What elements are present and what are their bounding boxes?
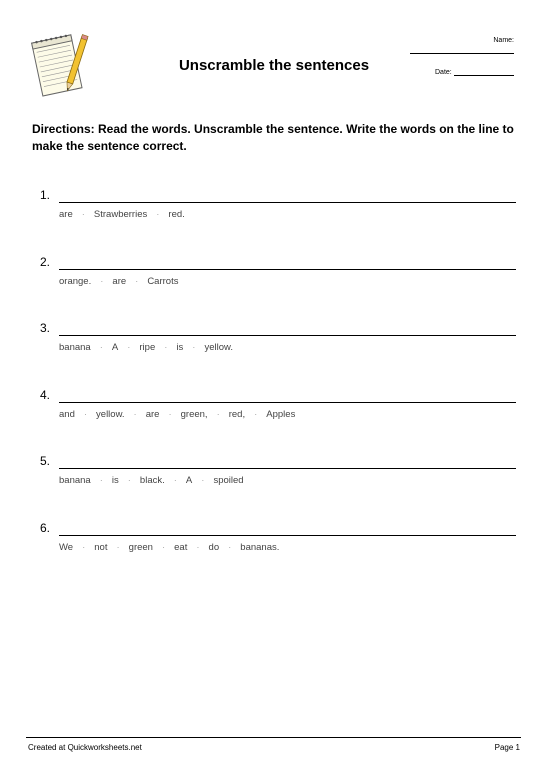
scrambled-word: spoiled <box>213 475 244 486</box>
scrambled-word: orange. <box>59 275 92 287</box>
word-separator: · <box>127 342 131 353</box>
word-separator: · <box>133 408 137 420</box>
word-separator: · <box>168 408 172 420</box>
word-separator: · <box>164 342 168 353</box>
question-item <box>0 321 548 361</box>
question-number: 1. <box>40 188 51 202</box>
word-separator: · <box>216 408 220 420</box>
answer-line[interactable] <box>59 535 516 536</box>
word-separator: · <box>192 342 196 353</box>
answer-line[interactable] <box>59 468 516 469</box>
scrambled-word: and <box>59 408 75 420</box>
scrambled-words <box>59 475 244 486</box>
scrambled-word: are <box>145 408 160 420</box>
question-item <box>0 255 548 295</box>
word-separator: · <box>100 275 104 287</box>
word-separator: · <box>81 209 85 220</box>
word-separator: · <box>156 209 160 220</box>
word-separator: · <box>228 541 232 553</box>
question-number: 3. <box>40 321 51 335</box>
word-separator: · <box>99 342 103 353</box>
answer-line[interactable] <box>59 202 516 203</box>
date-label: Date: <box>435 69 452 76</box>
date-field-group <box>435 68 514 76</box>
scrambled-words <box>59 209 185 220</box>
scrambled-word: eat <box>174 541 188 553</box>
scrambled-word: are <box>59 209 73 220</box>
scrambled-word: yellow. <box>204 342 233 353</box>
directions-text: Directions: Read the words. Unscramble the sentence. Write the words on the line to make the sentence correct. <box>32 122 514 153</box>
scrambled-word: red. <box>168 209 185 220</box>
answer-line[interactable] <box>59 269 516 270</box>
scrambled-word: Carrots <box>147 275 179 287</box>
scrambled-word: are <box>112 275 127 287</box>
scrambled-word: green <box>128 541 153 553</box>
question-number: 4. <box>40 387 51 402</box>
word-separator: · <box>82 541 86 553</box>
footer-divider <box>26 737 521 738</box>
word-separator: · <box>135 275 139 287</box>
scrambled-word: banana <box>59 475 91 486</box>
question-number: 5. <box>40 454 51 468</box>
question-item <box>0 521 548 561</box>
scrambled-word: black. <box>139 475 165 486</box>
scrambled-word: A <box>111 342 119 353</box>
question-number: 6. <box>40 520 51 535</box>
word-separator: · <box>127 475 131 486</box>
footer-credit: Created at Quickworksheets.net <box>28 743 142 752</box>
date-field[interactable] <box>454 68 514 76</box>
scrambled-word: Apples <box>266 408 296 420</box>
scrambled-word: is <box>111 475 119 486</box>
word-separator: · <box>116 541 120 553</box>
word-separator: · <box>254 408 258 420</box>
scrambled-word: ripe <box>139 342 156 353</box>
scrambled-word: banana <box>59 342 91 353</box>
scrambled-word: yellow. <box>96 408 125 420</box>
scrambled-words <box>59 342 233 353</box>
question-item <box>0 454 548 494</box>
question-item <box>0 388 548 428</box>
scrambled-word: green, <box>180 408 208 420</box>
name-field[interactable] <box>410 53 514 54</box>
question-number: 2. <box>40 254 51 269</box>
scrambled-word: not <box>94 541 108 553</box>
word-separator: · <box>201 475 205 486</box>
scrambled-word: is <box>176 342 184 353</box>
question-item <box>0 188 548 228</box>
scrambled-word: A <box>185 475 193 486</box>
word-separator: · <box>173 475 177 486</box>
word-separator: · <box>161 541 166 553</box>
answer-line[interactable] <box>59 402 516 403</box>
page-title: Unscramble the sentences <box>178 57 370 74</box>
scrambled-word: bananas. <box>240 541 280 553</box>
scrambled-words <box>59 409 295 420</box>
answer-line[interactable] <box>59 335 516 336</box>
word-separator: · <box>83 408 88 420</box>
scrambled-word: Strawberries <box>93 209 148 220</box>
scrambled-words <box>59 542 279 553</box>
word-separator: · <box>99 475 103 486</box>
footer-page-number: Page 1 <box>494 743 520 752</box>
word-separator: · <box>196 541 200 553</box>
scrambled-word: do <box>208 541 220 553</box>
scrambled-word: red, <box>228 408 246 420</box>
scrambled-words <box>59 276 178 287</box>
name-label: Name: <box>493 37 514 44</box>
scrambled-word: We <box>59 541 74 553</box>
